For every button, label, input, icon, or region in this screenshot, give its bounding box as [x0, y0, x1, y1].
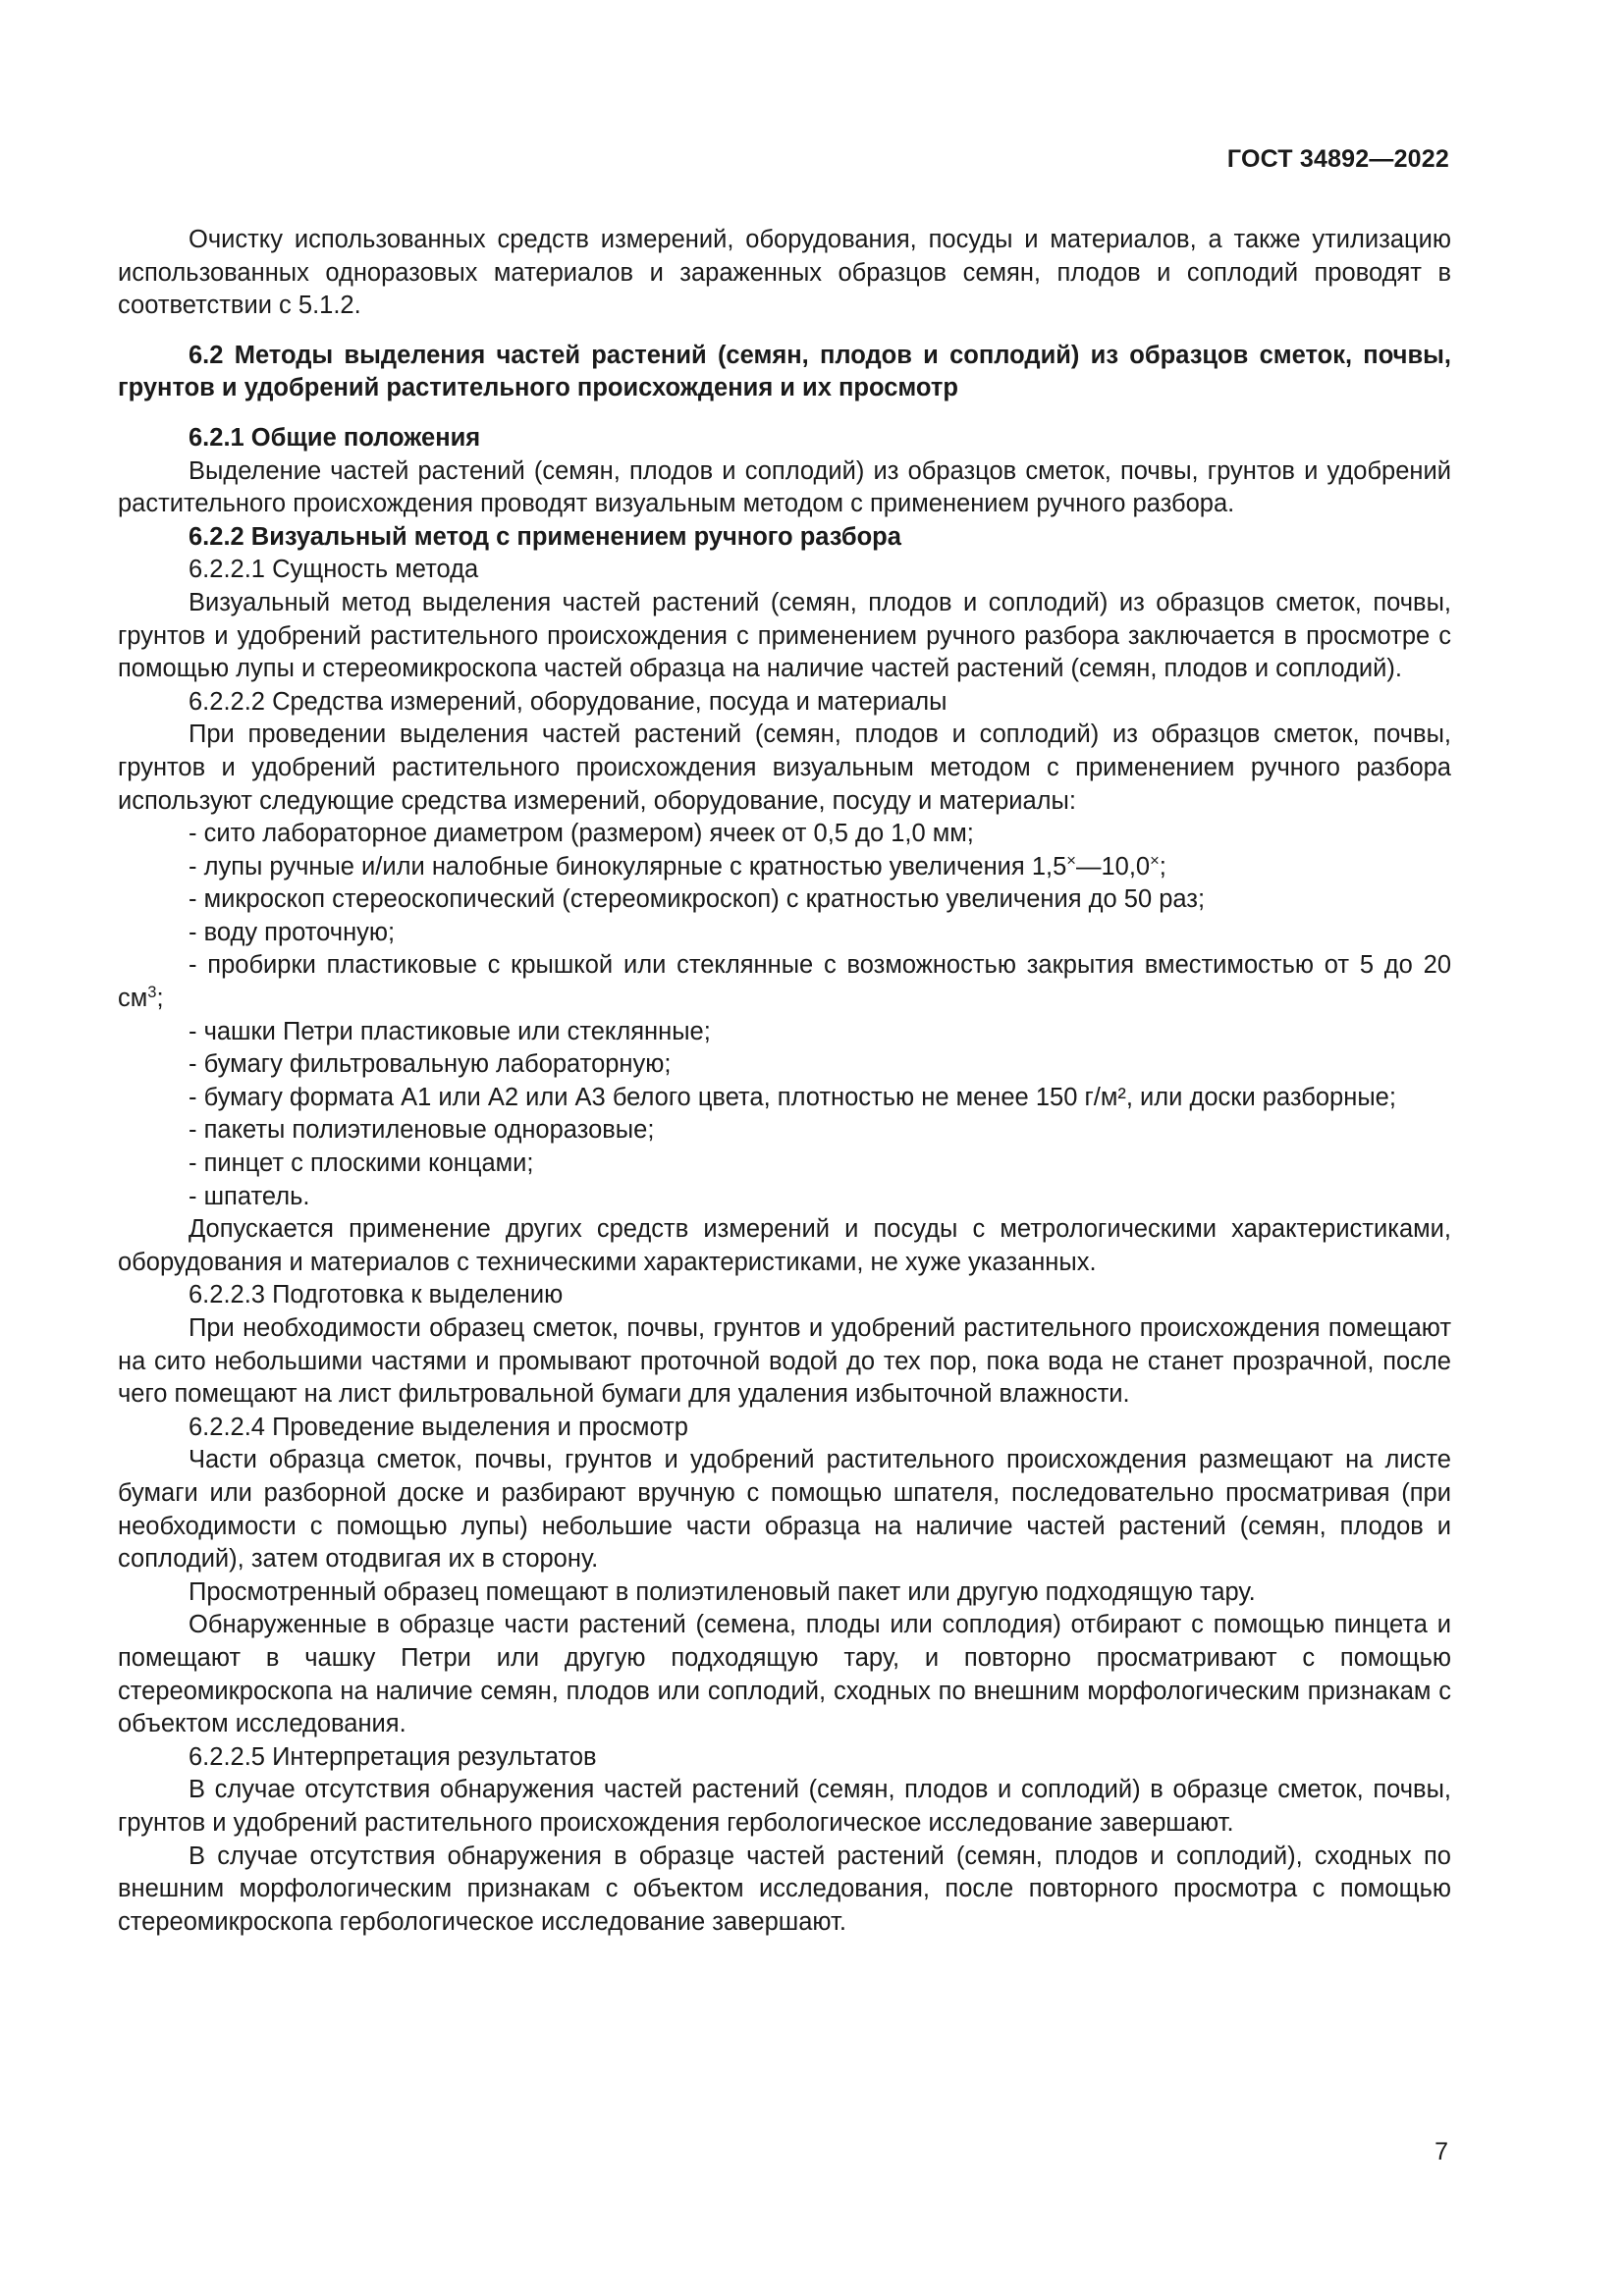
list-item: - бумагу формата А1 или А2 или А3 белого цвета, плотностью не менее 150 г/м², или доски разборные; [189, 1083, 1396, 1111]
page-number: 7 [1435, 2138, 1448, 2165]
magnification-sign: × [1150, 850, 1160, 870]
section-6-2-2-2-paragraph: При проведении выделения частей растений (семян, плодов и соплодий) из образцов сметок, почвы, грунтов и удобрений растительного происхождения визуальным методом с применением ручного разбора используют следующие средства измерений, оборудование, посуду и материалы: [118, 721, 1451, 815]
section-6-2-2-4-paragraph: Просмотренный образец помещают в полиэтиленовый пакет или другую подходящую тару. [189, 1577, 1256, 1606]
list-item: - шпатель. [189, 1182, 310, 1210]
cubic-exponent: 3 [147, 982, 157, 1001]
section-6-2-2-3-paragraph: При необходимости образец сметок, почвы, грунтов и удобрений растительного происхождения помещают на сито небольшими частями и промывают проточной водой до тех пор, пока вода не станет прозрачной, после чего помещают на лист фильтровальной бумаги для удаления избыточной влажности. [118, 1314, 1451, 1409]
list-item: - пинцет с плоскими концами; [189, 1149, 534, 1178]
list-item [118, 851, 1451, 884]
section-6-2-2-5-paragraph: В случае отсутствия обнаружения в образце частей растений (семян, плодов и соплодий), сходных по внешним морфологическим признакам с объектом исследования, после повторного просмотра с помощью стереомикроскопа гербологическое исследование завершают. [118, 1842, 1451, 1936]
intro-paragraph: Очистку использованных средств измерений, оборудования, посуды и материалов, а также утилизацию использованных одноразовых материалов и зараженных образцов семян, плодов и соплодий проводят в соответствии с 5.1.2. [118, 226, 1451, 320]
list-item-text: —10,0 [1075, 852, 1151, 881]
list-item: - чашки Петри пластиковые или стеклянные; [189, 1017, 711, 1045]
list-item: - воду проточную; [189, 918, 396, 946]
list-item-text: - пробирки пластиковые с крышкой или стеклянные с возможностью закрытия вместимостью от 5 до 20 см [118, 951, 1451, 1013]
section-6-2-2-3-heading: 6.2.2.3 Подготовка к выделению [189, 1281, 564, 1309]
list-item-text: ; [156, 985, 164, 1013]
section-6-2-1-heading: 6.2.1 Общие положения [189, 423, 481, 452]
list-item: - бумагу фильтровальную лабораторную; [189, 1050, 672, 1079]
section-6-2-2-5-heading: 6.2.2.5 Интерпретация результатов [189, 1742, 597, 1771]
section-6-2-2-4-paragraph: Обнаруженные в образце части растений (семена, плоды или соплодия) отбирают с помощью пинцета и помещают в чашку Петри или другую подходящую тару, и повторно просматривают с помощью стереомикроскопа на наличие семян, плодов или соплодий, сходных по внешним морфологическим признакам с объектом исследования. [118, 1611, 1451, 1738]
list-item-text: ; [1159, 852, 1166, 881]
section-6-2-2-2-heading: 6.2.2.2 Средства измерений, оборудование, посуда и материалы [189, 687, 947, 716]
section-6-2-1-paragraph: Выделение частей растений (семян, плодов и соплодий) из образцов сметок, почвы, грунтов и удобрений растительного происхождения проводят визуальным методом с применением ручного разбора. [118, 456, 1451, 518]
list-item-text: - лупы ручные и/или налобные бинокулярные с кратностью увеличения 1,5 [189, 852, 1067, 881]
allowance-paragraph: Допускается применение других средств измерений и посуды с метрологическими характеристиками, оборудования и материалов с техническими характеристиками, не хуже указанных. [118, 1215, 1451, 1276]
document-code: ГОСТ 34892—2022 [1226, 145, 1449, 173]
section-6-2-2-5-paragraph: В случае отсутствия обнаружения частей растений (семян, плодов и соплодий) в образце сметок, почвы, грунтов и удобрений растительного происхождения гербологическое исследование завершают. [118, 1776, 1451, 1837]
section-6-2-2-1-heading: 6.2.2.1 Сущность метода [189, 556, 479, 584]
magnification-sign: × [1066, 850, 1076, 870]
list-item: - микроскоп стереоскопический (стереомикроскоп) с кратностью увеличения до 50 раз; [189, 885, 1206, 914]
section-6-2-heading: 6.2 Методы выделения частей растений (семян, плодов и соплодий) из образцов сметок, почвы, грунтов и удобрений растительного происхождения и их просмотр [118, 341, 1451, 402]
list-item [118, 949, 1451, 1015]
page-content [118, 224, 1451, 1939]
list-item: - сито лабораторное диаметром (размером) ячеек от 0,5 до 1,0 мм; [189, 820, 974, 848]
list-item: - пакеты полиэтиленовые одноразовые; [189, 1116, 655, 1145]
section-6-2-2-heading: 6.2.2 Визуальный метод с применением ручного разбора [189, 522, 901, 551]
section-6-2-2-1-paragraph: Визуальный метод выделения частей растений (семян, плодов и соплодий) из образцов сметок, почвы, грунтов и удобрений растительного происхождения с применением ручного разбора заключается в просмотре с помощью лупы и стереомикроскопа частей образца на наличие частей растений (семян, плодов и соплодий). [118, 588, 1451, 683]
section-6-2-2-4-heading: 6.2.2.4 Проведение выделения и просмотр [189, 1413, 688, 1441]
section-6-2-2-4-paragraph: Части образца сметок, почвы, грунтов и удобрений растительного происхождения размещают на листе бумаги или разборной доске и разбирают вручную с помощью шпателя, последовательно просматривая (при необходимости с помощью лупы) небольшие части образца на наличие частей растений (семян, плодов и соплодий), затем отодвигая их в сторону. [118, 1446, 1451, 1574]
